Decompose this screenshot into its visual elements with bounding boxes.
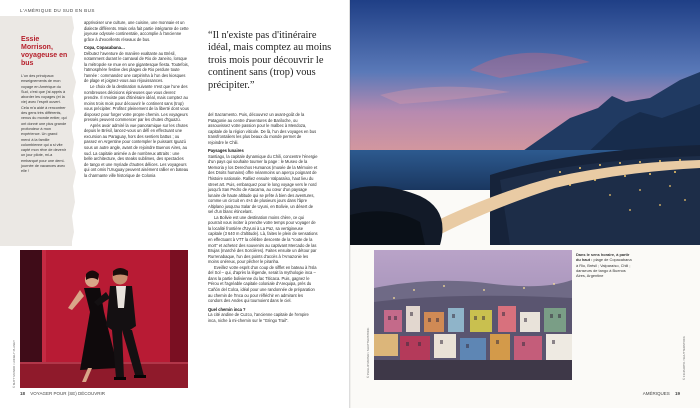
tango-illustration [20,250,188,388]
subheading-chemin-inca: Quel chemin inca ? [208,306,246,312]
footer-right [643,391,680,396]
subheading-copacabana: Copa, Copacabana… [84,45,125,51]
valparaiso-illustration [374,250,572,380]
copacabana-beach-photo [350,0,700,245]
photo-credit-rio: © F11PHOTO / SHUTTERSTOCK [682,336,686,380]
article-column-1 [84,20,189,178]
photo-caption [576,252,634,278]
page-number-left: 18 [20,391,26,396]
torn-paper-edge [68,16,78,246]
paragraph: del Sacramento. Puis, découvrez un avant-goût de la Patagonie au centre d'aventures de Bariloche, ou assouvissez votre passion pour le malbec à Mendoza, capitale de la région viticole. De là, l'un des voyages en bus transfrontaliers les plus beaux du monde permet de rejoindre le Chili. [208,112,317,145]
paragraph: Santiago, la capitale dynamique du Chili, concentre l'énergie d'un pays qui souhaite tourner la page : le Museo de la Memoria y los Derechos Humanos (musée de la Mémoire et des Droits humains) offre néanmoins un aperçu poignant de l'histoire nationale. Ralliez ensuite Valparaíso, haut lieu du street art. Puis, embarquez pour le long voyage vers le nord jusqu'à San Pedro de Atacama, au cœur d'un paysage lunaire de haute altitude qui se prête à bien des aventures, comme un circuit en 4×4 de plusieurs jours dans l'âpre Altiplano jusqu'au Salar de Uyuni, en Bolivie, un désert de sel d'un blanc étincelant. [208,153,318,215]
paragraph: Après avoir admiré la vue panoramique sur les chutes depuis le Brésil, lancez-vous un défi en effectuant une excursion au Paraguay, hors des sentiers battus ; ou passez en Argentine pour contempler le puissant Iguazú sous un autre angle, avant de rejoindre Buenos Aires, au sud. La capitale animée a de nombreux attraits : une belle architecture, des steaks sublimes, des spectacles de tango et une myriade d'autres délices. Les voyageurs qui ont omis l'Uruguay peuvent aisément rallier en bateau la charmante ville historique de Colonia [84,122,189,178]
paragraph: Le choix de la destination suivante n'est que l'une des nombreuses décisions épineuses que vous devrez prendre. Il n'existe pas d'itinéraire idéal, mais comptez au moins trois mois pour découvrir le continent sans (trop) vous précipiter. Profitez pleinement de la liberté dont vous disposez pour forger votre propre chemin. Les voyageurs pressés peuvent commencer par les chutes d'Iguazú. [84,84,189,123]
footer-left [20,391,105,396]
valparaiso-photo [374,250,572,380]
footer-right-title: AMÉRIQUES [642,391,670,396]
copacabana-illustration [350,0,700,245]
subheading-paysages: Paysages lunaires [208,148,244,154]
paragraph: La Bolivie est une destination moins chère, ce qui pourrait vous inciter à prendre votre temps pour voyager de la localité frontière d'Uyuni à La Paz, sa vertigineuse capitale (3 640 m d'altitude). Là, faites le plein de sensations en effectuant à VTT la célèbre descente de la "route de la mort" et achetez des souvenirs au captivant Mercado de las Brujas (marché des Sorcières). Faites ensuite un détour par Rurrenabaque, l'un des points d'accès à l'Amazonie les moins onéreux, pour pêcher le piranha. [208,214,318,265]
author-bio: L'un des principaux enseignements de mon voyage en Amérique du Sud, c'est que j'ai appris à aborder les voyages (et la vie) avec l'esprit ouvert. Cela m'a aidé à rencontrer des gens très différents, venus du monde entier, qui ont donné une plus grande profondeur à mon expérience. Un grand merci à la famille colombienne qui a si vite capté mon rêve de devenir un jour pilote, mi-a embarqué pour une demi-journée de vacances avec elle ! [21,74,67,174]
page-spine [349,0,351,408]
photo-credit-tango: © MATT MUNRO / LONELY PLANET [12,340,16,388]
paragraph: Eveillez votre esprit d'un coup de sifflet en bateau à l'Isla del Sol – qui, d'après la légende, serait la mythologie inca – dans la partie bolivienne du lac Titicaca. Puis, gagnez le Pérou et l'agréable capitale coloniale d'Arequipa, près du Cañón del Colca, idéal pour une randonnée de préparation au chemin de l'Inca ou pour réfléchir en admirant les condors des Andes qui tournoient dans le ciel. [208,264,317,304]
caption-lead: Dans le sens horaire, à partir du haut : [576,252,630,263]
page-number-right: 19 [674,391,680,396]
caption-body: plage de Copacabana à Rio, Brésil ; Valparaíso, Chili ; danseurs de tango à Buenos Aires, Argentine [576,257,632,279]
paragraph: Débutez l'aventure de manière exaltante au Brésil, notamment durant le carnaval de Rio de Janeiro, lorsque la métropole se mue en une gigantesque fiesta. Toutefois, l'atmosphère festive des plages de Rio perdure toute l'année : commandez une caïpirinha à l'un des kiosques de plage et joignez-vous aux réjouissances. [84,50,189,84]
footer-left-title: VOYAGER POUR (SE) DÉCOUVRIR [30,391,105,396]
pull-quote: “Il n'existe pas d'itinéraire idéal, mais comptez au moins trois mois pour découvrir le continent sans (trop) vous précipiter.” [208,30,332,91]
author-name: Essie Morrison, voyageuse en bus [21,36,68,67]
tango-dancers-photo [20,250,188,388]
paragraph: apprivoiser une culture, une cuisine, une monnaie et un dialecte différents. Mais cela fait partie intégrante de cette joyeuse odyssée continentale, accomplie à l'ancienne grâce à d'excellents réseaux de bus. [84,20,189,42]
section-kicker: L'AMÉRIQUE DU SUD EN BUS [20,8,95,13]
article-column-2 [208,112,318,323]
photo-credit-valparaiso: © PHILLIP MAYER / SHUTTERSTOCK [366,327,370,378]
paragraph: La cité andine de Cuzco, l'ancienne capitale de l'empire inca, niche à mi-chemin sur le "Gringo Trail". [208,312,309,323]
